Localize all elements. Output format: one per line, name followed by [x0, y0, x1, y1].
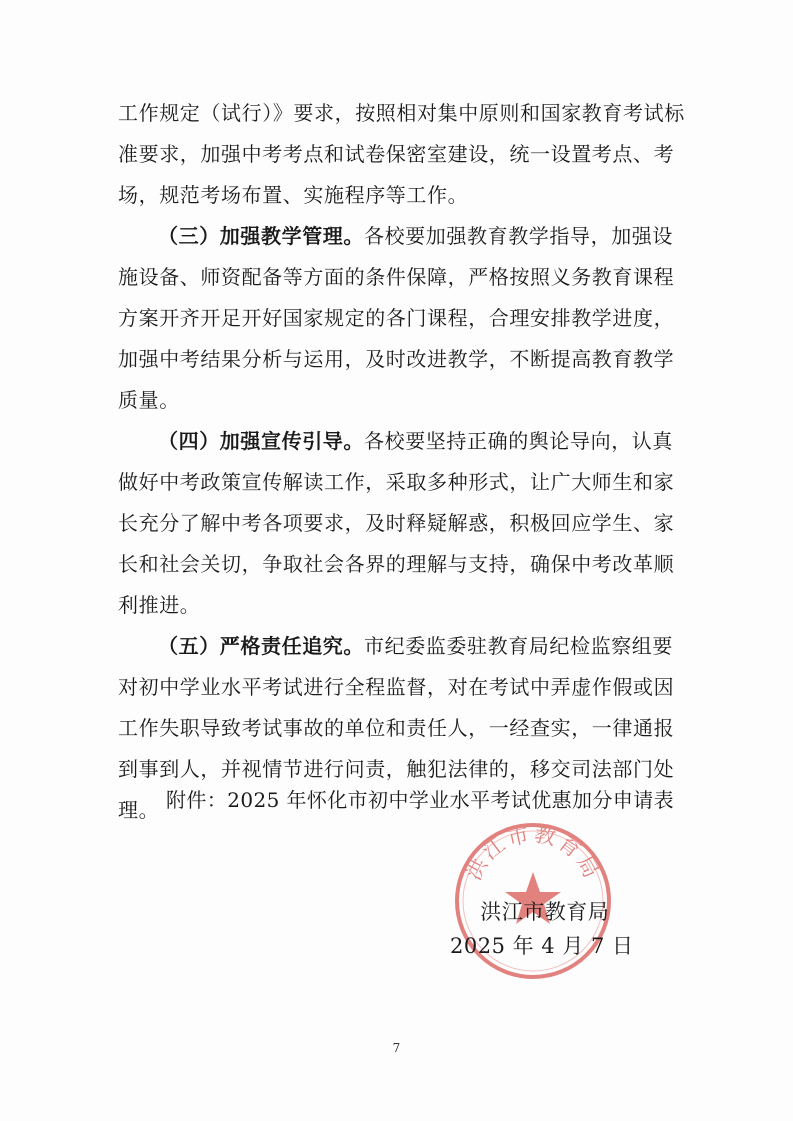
paragraph-heading: （三）加强教学管理。 — [158, 224, 364, 248]
attachment-line: 附件：2025 年怀化市初中学业水平考试优惠加分申请表 — [166, 788, 675, 812]
document-body — [118, 93, 693, 831]
paragraph-heading: （五）严格责任追究。 — [158, 634, 364, 658]
paragraph-continuation — [118, 93, 693, 216]
paragraph-publicity-guidance — [118, 421, 693, 626]
page-number: 7 — [392, 1041, 401, 1055]
paragraph-text: 各校要加强教育教学指导，加强设施设备、师资配备等方面的条件保障，严格按照义务教育课程方案开齐开足开好国家规定的各门课程，合理安排教学进度，加强中考结果分析与运用，及时改进教学，不断提高教育教学质量。 — [118, 224, 675, 412]
signature-block — [450, 895, 634, 963]
seal-text: 洪江市教育局 — [461, 822, 605, 885]
paragraph-text: 工作规定（试行）》要求，按照相对集中原则和国家教育考试标准要求，加强中考考点和试卷保密室建设，统一设置考点、考场，规范考场布置、实施程序等工作。 — [118, 101, 685, 207]
paragraph-text: 各校要坚持正确的舆论导向，认真做好中考政策宣传解读工作，采取多种形式，让广大师生和家长充分了解中考各项要求，及时释疑解惑，积极回应学生、家长和社会关切，争取社会各界的理解与支持，确保中考改革顺利推进。 — [118, 429, 675, 617]
paragraph-text: 市纪委监委驻教育局纪检监察组要对初中学业水平考试进行全程监督，对在考试中弄虚作假或因工作失职导致考试事故的单位和责任人，一经查实，一律通报到事到人，并视情节进行问责，触犯法律的，移交司法部门处理。 — [118, 634, 675, 822]
issuing-organization: 洪江市教育局 — [480, 900, 610, 924]
paragraph-heading: （四）加强宣传引导。 — [158, 429, 364, 453]
paragraph-teaching-management — [118, 216, 693, 421]
issue-date: 2025 年 4 月 7 日 — [450, 934, 634, 958]
